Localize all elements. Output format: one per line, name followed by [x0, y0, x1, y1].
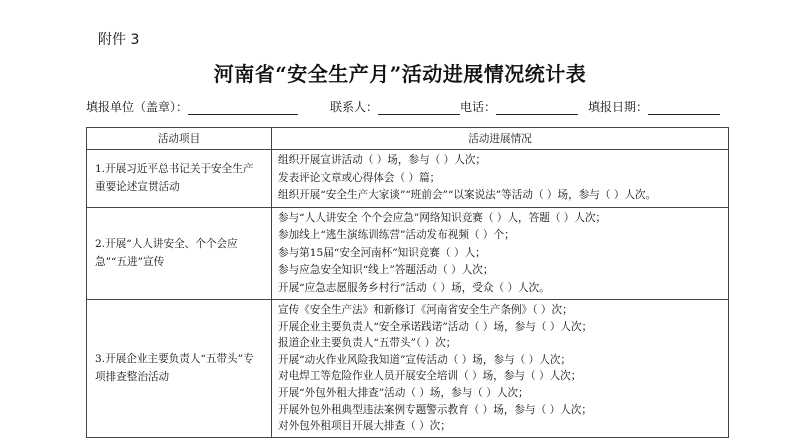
attachment-label: 附件 3 — [98, 32, 140, 48]
progress-line: 开展外包外租典型违法案例专题警示教育（ ）场，参与（ ）人次； — [278, 403, 592, 416]
progress-table — [86, 127, 729, 438]
progress-line: 对电焊工等危险作业人员开展安全培训（ ）场，参与（ ）人次； — [278, 370, 582, 383]
phone-blank[interactable] — [496, 102, 578, 115]
progress-line: 宣传《安全生产法》和新修订《河南省安全生产条例》（ ）次； — [278, 304, 573, 316]
contact-blank[interactable] — [378, 102, 460, 115]
date-field[interactable] — [588, 98, 720, 115]
progress-line: 组织开展“安全生产大家谈”“班前会”“以案说法”等活动（ ）场，参与（ ）人次。 — [278, 189, 657, 201]
date-blank[interactable] — [648, 102, 720, 115]
contact-label: 联系人： — [330, 100, 379, 114]
phone-label: 电话： — [460, 100, 497, 114]
progress-cell — [272, 150, 729, 208]
page-title: 河南省“安全生产月”活动进展情况统计表 — [213, 62, 587, 86]
progress-line: 参加线上“逃生演练训练营”活动发布视频（ ）个； — [278, 229, 515, 241]
header-progress: 活动进展情况 — [272, 128, 729, 150]
progress-line: 参与应急安全知识“线上”答题活动（ ）人次； — [278, 264, 494, 276]
table-row — [87, 150, 729, 208]
contact-field[interactable] — [330, 98, 460, 115]
project-cell: 2.开展“人人讲安全、个个会应急”“五进”宣传 — [87, 207, 272, 300]
table-header-row — [87, 128, 729, 150]
table-row — [87, 300, 729, 438]
project-cell: 1.开展习近平总书记关于安全生产重要论述宣贯活动 — [87, 150, 272, 208]
progress-line: 参与第15届“安全河南杯”知识竞赛（ ）人； — [278, 246, 486, 259]
progress-cell — [272, 207, 729, 300]
unit-field[interactable] — [86, 98, 298, 115]
unit-label: 填报单位（盖章）： — [86, 100, 189, 114]
progress-line: 开展“应急志愿服务乡村行”活动（ ）场，受众（ ）人次。 — [278, 281, 550, 294]
table-row — [87, 207, 729, 300]
progress-line: 对外包外租项目开展大排查（ ）次； — [278, 420, 451, 433]
date-label: 填报日期： — [588, 100, 649, 114]
project-cell: 3.开展企业主要负责人“五带头”专项排查整治活动 — [87, 300, 272, 438]
progress-line: 开展“动火作业风险我知道”宣传活动（ ）场，参与（ ）人次； — [278, 353, 572, 366]
unit-blank[interactable] — [188, 102, 298, 115]
progress-line: 开展企业主要负责人“安全承诺践诺”活动（ ）场，参与（ ）人次； — [278, 320, 593, 333]
progress-line: 开展“外包外租大排查”活动（ ）场，参与（ ）人次； — [278, 386, 529, 399]
progress-line: 参与“人人讲安全 个个会应急”网络知识竞赛（ ）人，答题（ ）人次； — [278, 211, 607, 224]
form-fill-row — [86, 98, 726, 116]
progress-cell — [272, 300, 729, 438]
progress-line: 组织开展宣讲活动（ ）场，参与（ ）人次； — [278, 154, 487, 166]
progress-line: 报道企业主要负责人“五带头”（ ）次； — [278, 337, 457, 350]
progress-line: 发表评论文章或心得体会（ ）篇； — [278, 171, 441, 184]
phone-field[interactable] — [460, 98, 578, 115]
header-project: 活动项目 — [87, 128, 272, 150]
